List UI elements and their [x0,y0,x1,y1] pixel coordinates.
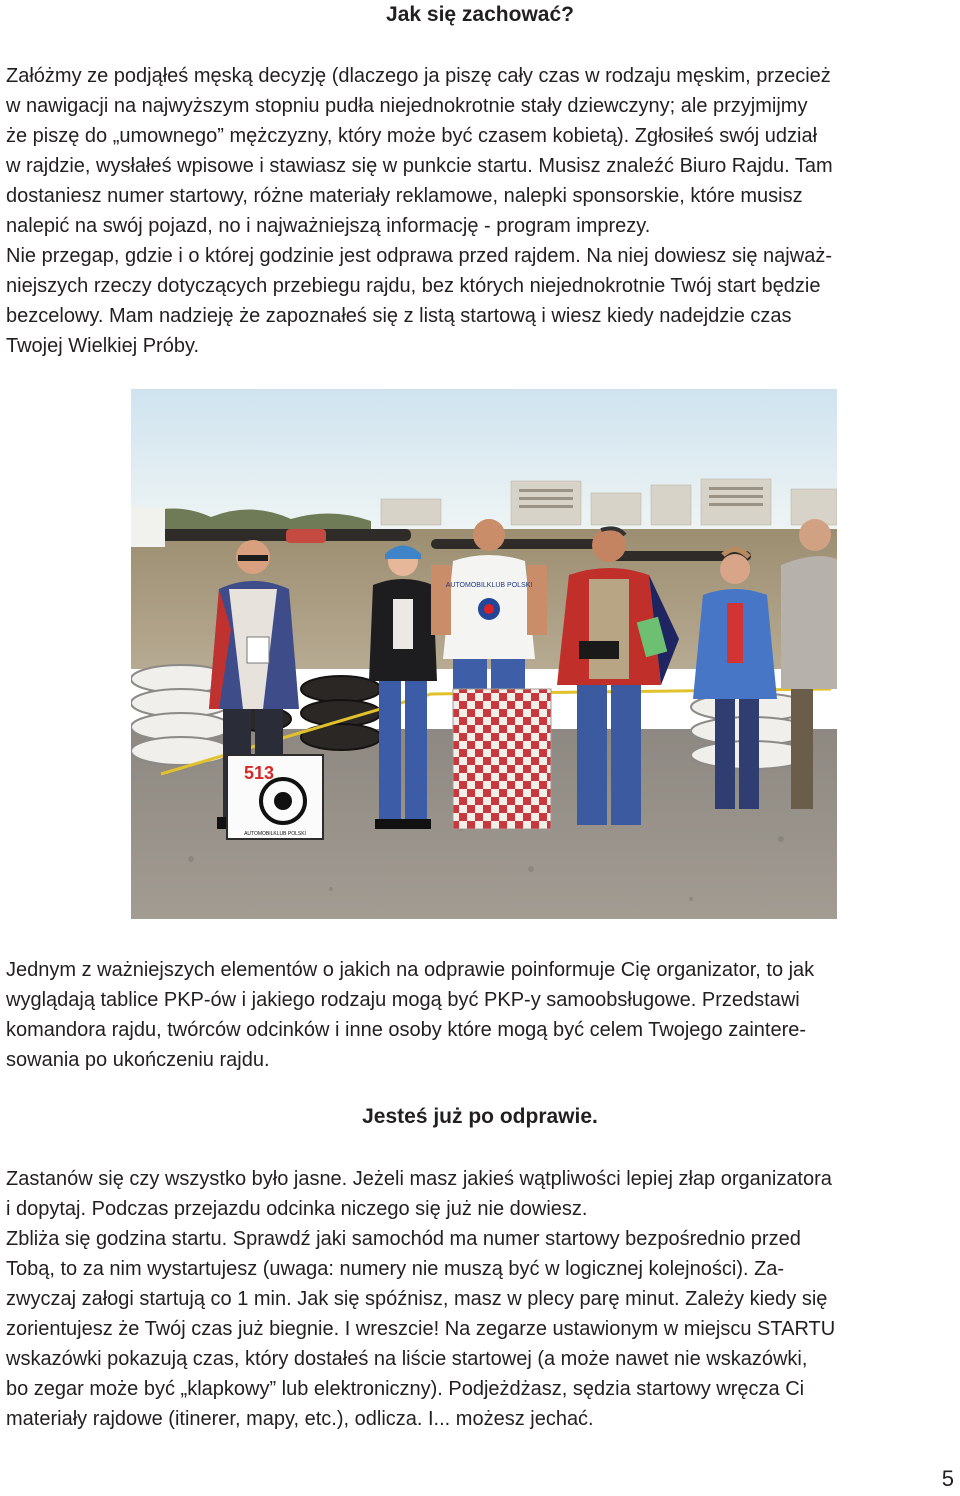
text-line: w nawigacji na najwyższym stopniu pudła niejednokrotnie stały dziewczyny; ale przyjmijmy [6,95,808,117]
text-line: Załóżmy ze podjąłeś męską decyzję (dlaczego ja piszę cały czas w rodzaju męskim, przecież [6,65,831,87]
text-line: niejszych rzeczy dotyczących przebiegu rajdu, bez których niejednokrotnie Twój start będzie [6,275,821,297]
text-line: sowania po ukończeniu rajdu. [6,1049,270,1071]
text-line: nalepić na swój pojazd, no i najważniejszą informację - program imprezy. [6,215,651,237]
text-line: zwyczaj załogi startują co 1 min. Jak się spóźnisz, masz w plecy parę minut. Zależy kiedy się [6,1288,828,1310]
start-number: 513 [243,763,275,783]
briefing-paragraph [6,955,954,1075]
text-line: materiały rajdowe (itinerer, mapy, etc.), odlicza. I... możesz jechać. [6,1408,594,1430]
checkered-flag [453,689,551,829]
page-number: 5 [941,1466,954,1491]
text-line: w rajdzie, wysłałeś wpisowe i stawiasz się w punkcie startu. Musisz znaleźć Biuro Rajdu. Tam [6,155,833,177]
text-line: zorientujesz że Twój czas już biegnie. I wreszcie! Na zegarze ustawionym w miejscu STARTU [6,1318,836,1340]
text-line: Zastanów się czy wszystko było jasne. Jeżeli masz jakieś wątpliwości lepiej złap organizatora [6,1168,832,1190]
text-line: Nie przegap, gdzie i o której godzinie jest odprawa przed rajdem. Na niej dowiesz się najważ- [6,245,832,267]
text-line: wyglądają tablice PKP-ów i jakiego rodzaju mogą być PKP-y samoobsługowe. Przedstawi [6,989,800,1011]
shirt-print: AUTOMOBILKLUB POLSKI [445,582,533,589]
text-line: że piszę do „umownego” mężczyzny, który może być czasem kobietą). Zgłosiłeś swój udział [6,125,818,147]
start-number-sign [227,755,323,839]
text-line: Twojej Wielkiej Próby. [6,335,200,357]
page-heading: Jak się zachować? [386,3,574,26]
rally-crew-photo [131,389,837,919]
intro-paragraph [6,61,954,361]
text-line: Tobą, to za nim wystartujesz (uwaga: numery nie muszą być w logicznej kolejności). Za- [6,1258,785,1280]
after-briefing-paragraph [6,1164,954,1434]
text-line: Zbliża się godzina startu. Sprawdź jaki samochód ma numer startowy bezpośrednio przed [6,1228,801,1250]
sign-caption: AUTOMOBILKLUB POLSKI [244,831,306,837]
section-heading: Jesteś już po odprawie. [362,1105,598,1128]
text-line: wskazówki pokazują czas, który dostałeś na liście startowej (a może nawet nie wskazówki, [6,1348,808,1370]
text-line: i dopytaj. Podczas przejazdu odcinka niczego się już nie dowiesz. [6,1198,588,1220]
text-line: dostaniesz numer startowy, różne materiały reklamowe, nalepki sponsorskie, które musisz [6,185,803,207]
text-line: bezcelowy. Mam nadzieję że zapoznałeś się z listą startową i wiesz kiedy nadejdzie czas [6,305,792,327]
text-line: bo zegar może być „klapkowy” lub elektroniczny). Podjeżdżasz, sędzia startowy wręcza Ci [6,1378,805,1400]
text-line: Jednym z ważniejszych elementów o jakich na odprawie poinformuje Cię organizator, to jak [6,959,815,981]
text-line: komandora rajdu, twórców odcinków i inne osoby które mogą być celem Twojego zaintere- [6,1019,807,1041]
